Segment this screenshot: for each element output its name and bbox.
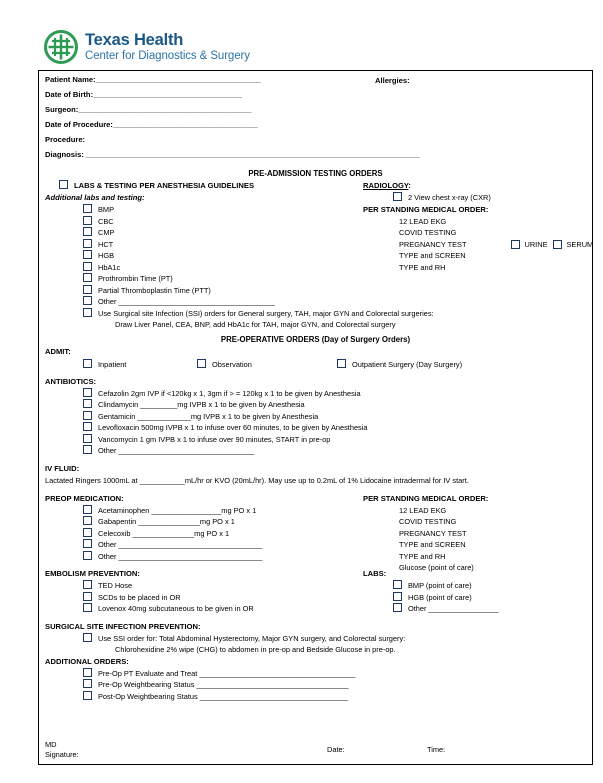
checkbox-icon[interactable] [83,551,92,560]
option-label: LABS & TESTING PER ANESTHESIA GUIDELINES [74,181,255,190]
checkbox-ssi-orders[interactable] [83,308,586,320]
standing-item-covid-testing: COVID TESTING [399,228,457,237]
checkbox-icon[interactable] [83,668,92,677]
checkbox-observation[interactable] [197,359,252,371]
checkbox-icon[interactable] [83,691,92,700]
option-label: CBC [98,216,114,226]
option-label: Inpatient [98,359,127,369]
option-label: HGB [98,251,115,260]
checkbox-icon[interactable] [83,603,92,612]
option-label: CMP [98,228,115,237]
standing-item-glucose-poc: Glucose (point of care) [399,563,474,572]
checkbox-icon[interactable] [83,388,92,397]
iv-fluid-label: IV FLUID: [45,463,80,473]
option-label-serum: SERUM [566,239,594,249]
standing-item-12-lead-ekg: 12 LEAD EKG [399,505,447,515]
checkbox-icon[interactable] [83,539,92,548]
standing-item-type-and-rh: TYPE and RH [399,262,446,272]
option-label: Cefazolin 2gm IVP if <120kg x 1, 3gm if > = 120kg x 1 to be given by Anesthesia [98,388,361,398]
option-label: Lovenox 40mg subcutaneous to be given in OR [98,604,254,613]
checkbox-icon[interactable] [83,273,92,282]
ssi-prevention-label: SURGICAL SITE INFECTION PREVENTION: [45,621,201,631]
checkbox-icon[interactable] [83,592,92,601]
checkbox-acetaminophen[interactable] [83,505,363,517]
field-rule: ____________________________________ [112,120,258,129]
additional-labs-label: Additional labs and testing: [45,193,145,202]
option-label: Post-Op Weightbearing Status ____________________________________ [98,691,348,701]
admit-label: ADMIT: [45,346,71,356]
field-rule: _____________________________________ [93,90,242,99]
checkbox-icon[interactable] [337,359,346,368]
field-rule: ___________________________________________________________________________________ [83,150,420,159]
checkbox-urine-icon[interactable] [511,240,520,249]
option-label: 2 View chest x-ray (CXR) [408,193,491,202]
checkbox-icon[interactable] [83,285,92,294]
checkbox-cmp[interactable] [83,227,363,239]
option-label: BMP (point of care) [408,581,472,590]
field-label: Patient Name: [45,75,96,84]
checkbox-preop-weightbearing-status[interactable] [83,679,586,691]
checkbox-hgb-poc[interactable] [393,592,593,604]
field-patient-name[interactable] [45,75,586,90]
option-label: SCDs to be placed in OR [98,592,181,602]
preadmission-columns [45,180,594,308]
option-label: Celecoxib _______________mg PO x 1 [98,528,230,538]
checkbox-icon[interactable] [83,239,92,248]
md-label: MD [45,740,57,749]
checkbox-ted-hose[interactable] [83,580,363,592]
checkbox-bmp-poc[interactable] [393,580,593,592]
checkbox-cefazolin[interactable] [83,388,586,400]
preop-medication-columns [45,493,586,572]
option-label: Pre-Op PT Evaluate and Treat ______________________________________ [98,668,356,678]
checkbox-preop-med-other-2[interactable] [83,551,363,563]
checkbox-serum-icon[interactable] [553,240,562,249]
checkbox-icon[interactable] [83,204,92,213]
checkbox-labs-other[interactable] [393,603,593,615]
signature-footer [39,730,592,764]
checkbox-other-lab[interactable] [83,296,363,308]
admit-options-row [45,359,586,372]
option-label: HGB (point of care) [408,592,472,602]
checkbox-antibiotic-other[interactable] [83,445,586,457]
option-label: Other _________________________________ [98,446,255,455]
footer-time-label[interactable]: Time: [427,745,446,754]
checkbox-icon[interactable] [83,296,92,305]
checkbox-hct[interactable] [83,239,363,251]
checkbox-postop-weightbearing-status[interactable] [83,691,586,703]
option-label: Pre-Op Weightbearing Status _____________________________________ [98,680,349,689]
option-label: Vancomycin 1 gm IVPB x 1 to infuse over 90 minutes, START in pre-op [98,434,331,444]
checkbox-icon[interactable] [83,399,92,408]
checkbox-icon[interactable] [83,262,92,271]
checkbox-icon[interactable] [83,308,92,317]
option-label: Other ___________________________________ [98,551,263,561]
checkbox-icon[interactable] [59,180,68,189]
option-label-urine: URINE [524,239,548,249]
field-label: Procedure: [45,135,86,144]
ssi-draw-note: Draw Liver Panel, CEA, BNP, add HbA1c for TAH, major GYN, and Colorectal surgery [115,320,396,329]
patient-info-block [45,75,586,165]
field-procedure[interactable] [45,135,586,150]
field-label: Date of Procedure: [45,120,113,129]
checkbox-ssi-prevention-order[interactable] [83,633,586,645]
standing-item-label: PREGNANCY TEST [399,239,467,249]
field-rule: ___________________________________________ [78,105,252,114]
field-label: Diagnosis: [45,150,84,159]
checkbox-icon[interactable] [83,516,92,525]
additional-orders-label: ADDITIONAL ORDERS: [45,656,129,666]
checkbox-outpatient-surgery[interactable] [337,359,462,371]
preop-medication-column [45,493,363,563]
field-label: Date of Birth: [45,90,94,99]
standing-item-type-and-screen: TYPE and SCREEN [399,251,466,260]
option-label: Other _________________ [408,604,499,613]
checkbox-icon[interactable] [83,359,92,368]
field-date-of-procedure[interactable] [45,120,586,135]
labs-column [363,568,593,615]
radiology-label: RADIOLOGY: [363,181,411,190]
option-label: Observation [212,359,252,369]
option-label: BMP [98,205,115,214]
checkbox-cbc[interactable] [83,216,363,228]
checkbox-hba1c[interactable] [83,262,363,274]
checkbox-partial-thromboplastin-time[interactable] [83,285,363,297]
standing-item-type-and-rh: TYPE and RH [399,551,446,561]
checkbox-hgb[interactable] [83,250,363,262]
checkbox-2-view-chest-xray[interactable] [393,192,593,204]
order-form-document [38,70,593,765]
checkbox-icon[interactable] [83,250,92,259]
checkbox-icon[interactable] [83,422,92,431]
field-label: Surgeon: [45,105,79,114]
option-label: TED Hose [98,581,133,590]
checkbox-icon[interactable] [83,227,92,236]
labs-label: LABS: [363,569,387,578]
checkbox-celecoxib[interactable] [83,528,363,540]
checkbox-icon[interactable] [393,192,402,201]
checkbox-scds-in-or[interactable] [83,592,363,604]
option-label: Other ___________________________________ [98,540,263,549]
option-label: Prothrombin Time (PT) [98,274,173,283]
brand-title: Texas Health [85,30,184,49]
option-label: Other ______________________________________ [98,297,275,306]
standing-item-pregnancy-test: PREGNANCY TEST [399,528,467,538]
pregnancy-test-options [511,239,594,251]
allergies-label: Allergies: [375,76,410,85]
preoperative-section-title: PRE-OPERATIVE ORDERS (Day of Surgery Orders) [220,334,411,344]
checkbox-icon[interactable] [83,411,92,420]
checkbox-levofloxacin[interactable] [83,422,586,434]
checkbox-inpatient[interactable] [83,359,126,371]
checkbox-icon[interactable] [393,603,402,612]
brand-subtitle: Center for Diagnostics & Surgery [85,50,250,63]
option-label: Gentamicin _____________mg IVPB x 1 to be given by Anesthesia [98,411,319,421]
embolism-labs-columns [45,568,586,615]
checkbox-icon[interactable] [83,505,92,514]
checkbox-prothrombin-time[interactable] [83,273,363,285]
standing-medical-order-label: PER STANDING MEDICAL ORDER: [363,493,489,503]
option-label: Clindamycin _________mg IVPB x 1 to be given by Anesthesia [98,400,305,409]
checkbox-bmp[interactable] [83,204,363,216]
texas-health-circle-cross-logo-icon [44,30,78,64]
field-diagnosis[interactable] [45,150,586,165]
option-label: Gabapentin _______________mg PO x 1 [98,517,235,526]
checkbox-icon[interactable] [83,580,92,589]
checkbox-icon[interactable] [83,679,92,688]
option-label: Partial Thromboplastin Time (PTT) [98,285,211,295]
signature-label: Signature: [45,750,79,759]
antibiotics-label: ANTIBIOTICS: [45,376,97,386]
option-label: Use SSI order for: Total Abdominal Hysterectomy, Major GYN surgery, and Colorectal surgery: [98,633,406,643]
iv-fluid-text: Lactated Ringers 1000mL at ___________mL/hr or KVO (20mL/hr). May use up to 0.2mL of 1% Lidocaine intradermal for IV start. [45,475,469,485]
checkbox-lovenox[interactable] [83,603,363,615]
ssi-prevention-note: Chlorohexidine 2% wipe (CHG) to abdomen in pre-op and Bedside Glucose in pre-op. [115,645,396,654]
checkbox-preop-med-other-1[interactable] [83,539,363,551]
embolism-prevention-label: EMBOLISM PREVENTION: [45,569,140,578]
preadmission-right-column [363,180,593,273]
preadmission-left-column [45,180,363,308]
option-label: Acetaminophen _________________mg PO x 1 [98,505,257,515]
checkbox-icon[interactable] [83,528,92,537]
option-label: Outpatient Surgery (Day Surgery) [352,359,463,369]
field-date-of-birth[interactable] [45,90,586,105]
option-label: Levofloxacin 500mg IVPB x 1 to infuse over 60 minutes, to be given by Anesthesia [98,423,368,432]
preop-standing-order-column [363,493,593,574]
checkbox-preop-pt-evaluate[interactable] [83,668,586,680]
option-label: HCT [98,239,114,249]
checkbox-gabapentin[interactable] [83,516,363,528]
checkbox-icon[interactable] [83,633,92,642]
footer-date-label[interactable]: Date: [327,745,345,754]
standing-item-covid-testing: COVID TESTING [399,517,457,526]
embolism-prevention-column [45,568,363,615]
standing-item-12-lead-ekg: 12 LEAD EKG [399,216,447,226]
field-surgeon[interactable] [45,105,586,120]
checkbox-icon[interactable] [83,216,92,225]
checkbox-icon[interactable] [197,359,206,368]
option-label: Use Surgical site Infection (SSI) orders for General surgery, TAH, major GYN and Colorectal surgeries: [98,308,434,318]
checkbox-gentamicin[interactable] [83,411,586,423]
checkbox-icon[interactable] [393,592,402,601]
checkbox-clindamycin[interactable] [83,399,586,411]
standing-item-type-and-screen: TYPE and SCREEN [399,540,466,549]
option-label: HbA1c [98,262,121,272]
preadmission-section-title: PRE-ADMISSION TESTING ORDERS [248,169,383,178]
checkbox-icon[interactable] [83,445,92,454]
checkbox-icon[interactable] [83,434,92,443]
checkbox-vancomycin[interactable] [83,434,586,446]
checkbox-icon[interactable] [393,580,402,589]
checkbox-labs-per-anesthesia-guidelines[interactable] [59,180,363,192]
standing-medical-order-label: PER STANDING MEDICAL ORDER: [363,204,489,214]
brand-header [44,30,250,64]
field-rule: _________________________________________ [95,75,261,84]
preop-medication-label: PREOP MEDICATION: [45,493,124,503]
md-signature-field[interactable] [45,740,79,760]
standing-item-pregnancy-test [399,239,593,251]
